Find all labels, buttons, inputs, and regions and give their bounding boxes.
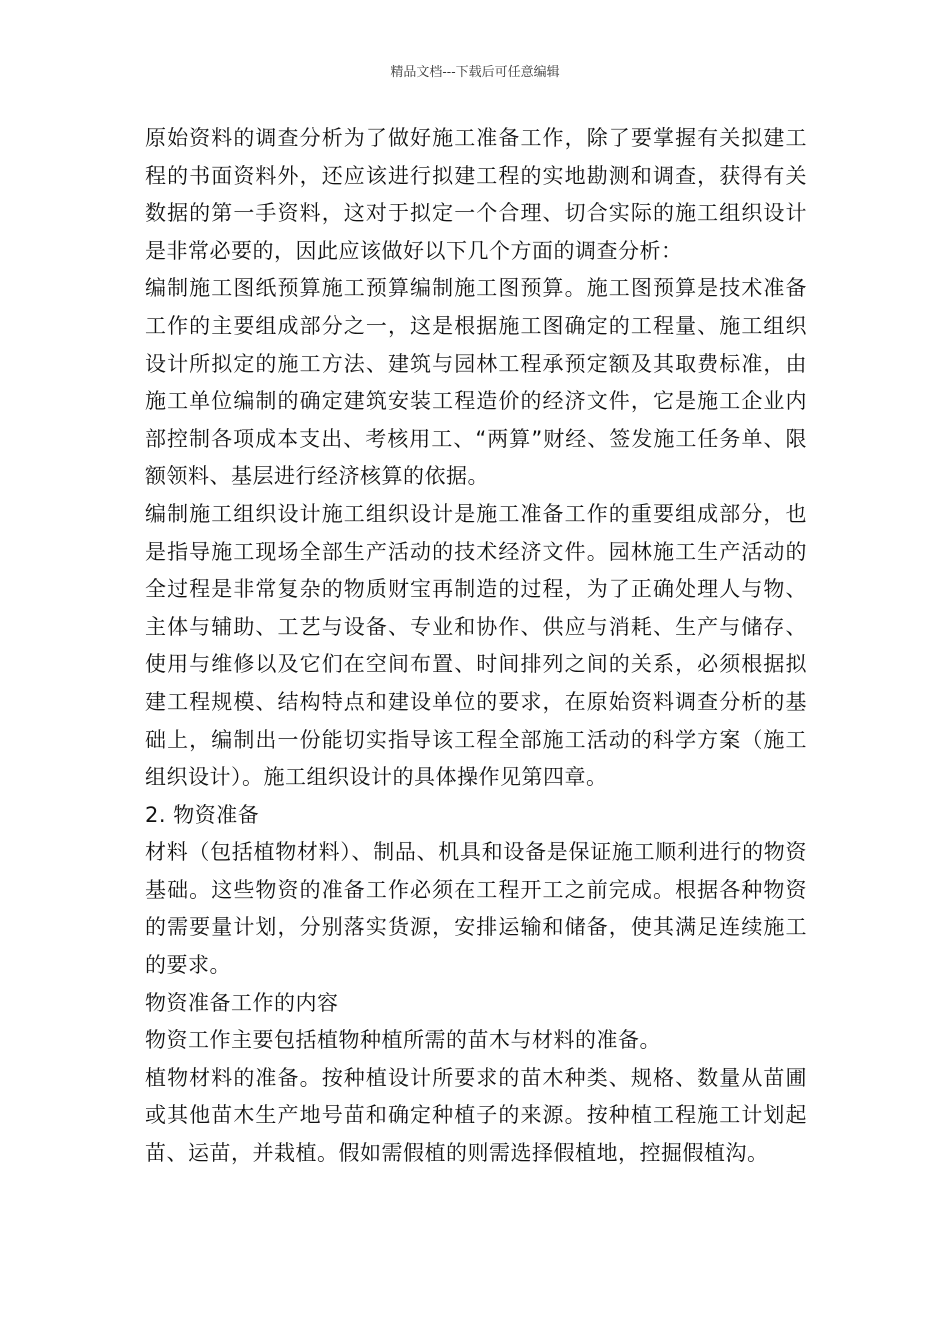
paragraph-material-basis: 材料（包括植物材料）、制品、机具和设备是保证施工顺利进行的物资基础。这些物资的准备工作必须在工程开工之前完成。根据各种物资的需要量计划，分别落实货源，安排运输和储备，使其满足连续施工的要求。 xyxy=(145,840,807,978)
subheading-material-content: 物资准备工作的内容 xyxy=(145,990,339,1015)
paragraph-material-scope: 物资工作主要包括植物种植所需的苗木与材料的准备。 xyxy=(145,1028,661,1053)
section-heading-material-prep: 2. 物资准备 xyxy=(145,802,260,827)
page-header: 精品文档---下载后可任意编辑 xyxy=(390,65,560,80)
paragraph-construction-budget: 编制施工图纸预算施工预算编制施工图预算。施工图预算是技术准备工作的主要组成部分之一，这是根据施工图确定的工程量、施工组织设计所拟定的施工方法、建筑与园林工程承预定额及其取费标准，由施工单位编制的确定建筑安装工程造价的经济文件，它是施工企业内部控制各项成本支出、考核用工、“两算”财经、签发施工任务单、限额领料、基层进行经济核算的依据。 xyxy=(145,276,807,489)
paragraph-survey-analysis: 原始资料的调查分析为了做好施工准备工作，除了要掌握有关拟建工程的书面资料外，还应该进行拟建工程的实地勘测和调查，获得有关数据的第一手资料，这对于拟定一个合理、切合实际的施工组织设计是非常必要的，因此应该做好以下几个方面的调查分析： xyxy=(145,126,807,263)
paragraph-construction-organization: 编制施工组织设计施工组织设计是施工准备工作的重要组成部分，也是指导施工现场全部生产活动的技术经济文件。园林施工生产活动的全过程是非常复杂的物质财宝再制造的过程，为了正确处理人与物、主体与辅助、工艺与设备、专业和协作、供应与消耗、生产与储存、使用与维修以及它们在空间布置、时间排列之间的关系，必须根据拟建工程规模、结构特点和建设单位的要求，在原始资料调查分析的基础上，编制出一份能切实指导该工程全部施工活动的科学方案（施工组织设计）。施工组织设计的具体操作见第四章。 xyxy=(145,501,807,790)
paragraph-plant-material: 植物材料的准备。按种植设计所要求的苗木种类、规格、数量从苗圃或其他苗木生产地号苗和确定种植子的来源。按种植工程施工计划起苗、运苗，并栽植。假如需假植的则需选择假植地，控掘假植沟。 xyxy=(145,1065,807,1166)
document-body xyxy=(145,120,807,1173)
